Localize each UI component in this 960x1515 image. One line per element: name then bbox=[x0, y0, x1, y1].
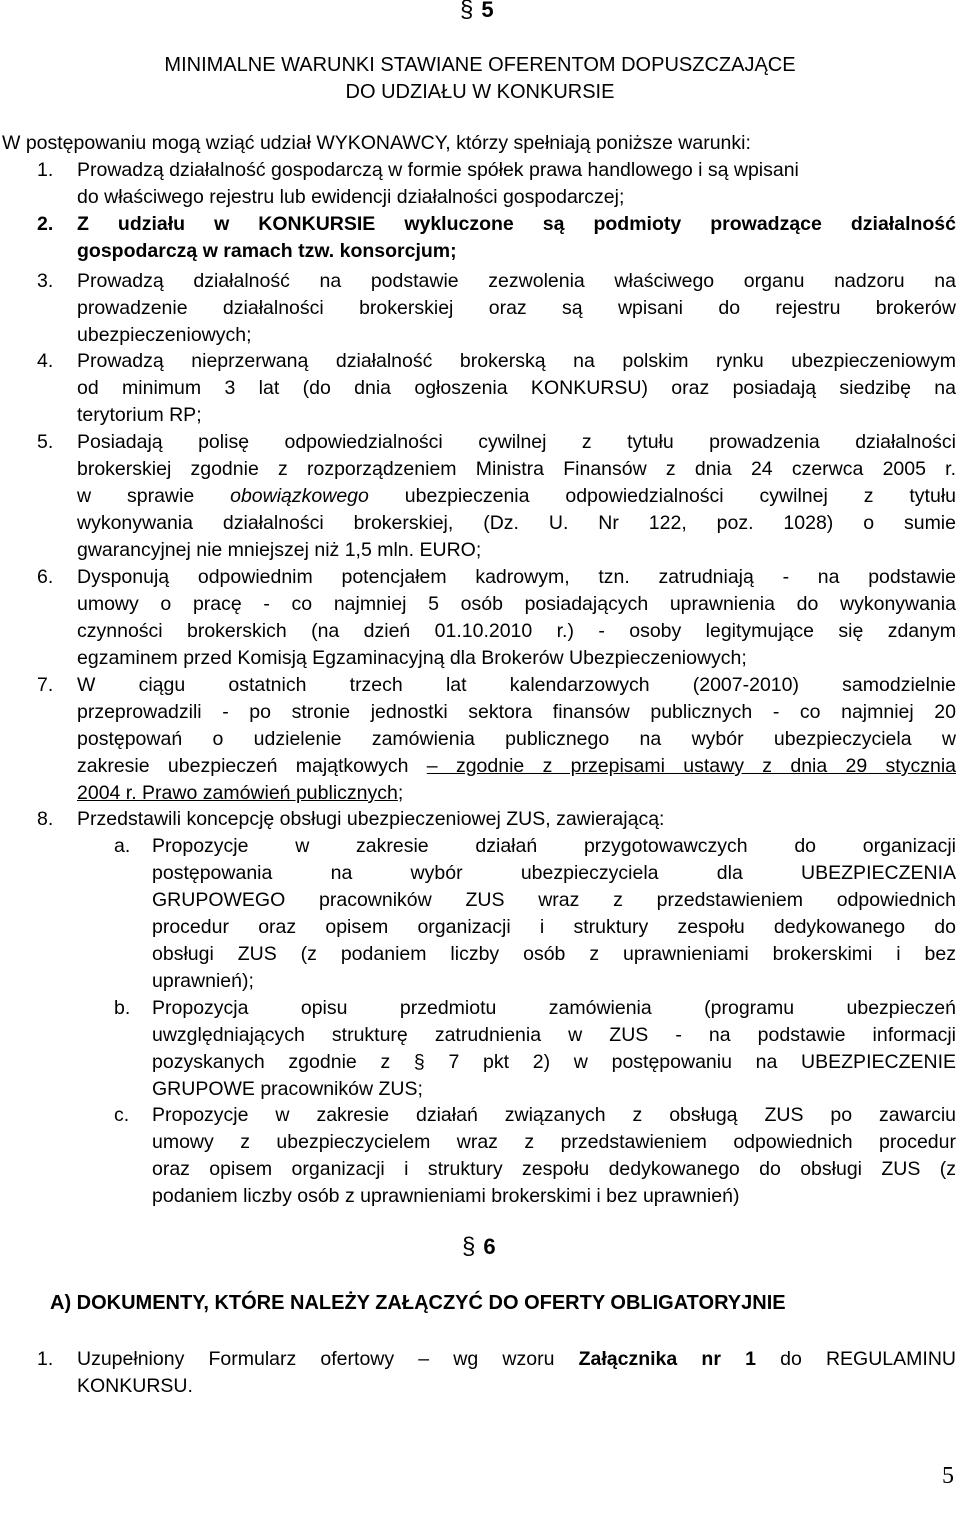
condition-6-text bbox=[77, 564, 956, 672]
text-line: W ciągu ostatnich trzech lat kalendarzowych (2007-2010) samodzielnie bbox=[77, 674, 956, 696]
text-line: od minimum 3 lat (do dnia ogłoszenia KONKURSU) oraz posiadają siedzibę na bbox=[77, 377, 956, 399]
title-line-2: DO UDZIAŁU W KONKURSIE bbox=[345, 81, 615, 103]
section-symbol: § bbox=[460, 0, 474, 23]
text-line: Propozycje w zakresie działań związanych z obsługą ZUS po zawarciu bbox=[152, 1104, 956, 1126]
text-line: terytorium RP; bbox=[77, 404, 202, 426]
condition-number: 6. bbox=[37, 566, 54, 588]
condition-number: 7. bbox=[37, 674, 54, 696]
condition-7-text bbox=[77, 672, 956, 807]
text-line: Przedstawili koncepcję obsługi ubezpieczeniowej ZUS, zawierającą: bbox=[77, 808, 665, 830]
text-span: w sprawie bbox=[77, 485, 231, 507]
text-line bbox=[77, 780, 956, 807]
intro-text: W postępowaniu mogą wziąć udział WYKONAWCY, którzy spełniają poniższe warunki: bbox=[2, 132, 751, 154]
text-line: wykonywania działalności brokerskiej, (Dz. U. Nr 122, poz. 1028) o sumie bbox=[77, 512, 956, 534]
text-line: pozyskanych zgodnie z § 7 pkt 2) w postępowaniu na UBEZPIECZENIE bbox=[152, 1051, 956, 1073]
text-line: procedur oraz opisem organizacji i struktury zespołu dedykowanego do bbox=[152, 916, 956, 938]
text-line: Z udziału w KONKURSIE wykluczone są podmioty prowadzące działalność bbox=[77, 213, 956, 235]
text-line: KONKURSU. bbox=[77, 1375, 193, 1397]
text-line: przeprowadzili - po stronie jednostki sektora finansów publicznych - co najmniej 20 bbox=[77, 701, 956, 723]
text-line: brokerskiej zgodnie z rozporządzeniem Ministra Finansów z dnia 24 czerwca 2005 r. bbox=[77, 458, 956, 480]
documents-heading: A) DOKUMENTY, KTÓRE NALEŻY ZAŁĄCZYĆ DO OFERTY OBLIGATORYJNIE bbox=[50, 1292, 786, 1314]
text-line: postępowania na wybór ubezpieczyciela dla UBEZPIECZENIA bbox=[152, 862, 956, 884]
section-number: 6 bbox=[483, 1234, 496, 1259]
text-line: uprawnień); bbox=[152, 970, 254, 992]
condition-number: 4. bbox=[37, 350, 54, 372]
text-line: egzaminem przed Komisją Egzaminacyjną dla Brokerów Ubezpieczeniowych; bbox=[77, 647, 747, 669]
underlined-span: 2004 r. Prawo zamówień publicznych bbox=[77, 782, 398, 804]
condition-number: 3. bbox=[37, 270, 54, 292]
underlined-span: – zgodnie z przepisami ustawy z dnia 29 stycznia bbox=[426, 755, 956, 777]
condition-1-text bbox=[77, 157, 956, 211]
text-line: czynności brokerskich (na dzień 01.10.2010 r.) - osoby legitymujące się zdanym bbox=[77, 620, 956, 642]
condition-4-text bbox=[77, 348, 956, 429]
bold-span: Załącznika nr 1 bbox=[578, 1348, 756, 1370]
condition-3-text bbox=[77, 268, 956, 349]
subitem-letter: a. bbox=[114, 835, 131, 857]
subitem-letter: c. bbox=[114, 1104, 130, 1126]
text-line: gospodarczą w ramach tzw. konsorcjum; bbox=[77, 240, 457, 262]
subitem-b-text bbox=[152, 995, 956, 1103]
text-span: Uzupełniony Formularz ofertowy – wg wzoru bbox=[77, 1348, 579, 1370]
text-line: Posiadają polisę odpowiedzialności cywilnej z tytułu prowadzenia działalności bbox=[77, 431, 956, 453]
condition-number: 8. bbox=[37, 808, 54, 830]
text-span: do REGULAMINU bbox=[755, 1348, 956, 1370]
section-title bbox=[0, 52, 960, 106]
text-line: Propozycje w zakresie działań przygotowawczych do organizacji bbox=[152, 835, 956, 857]
condition-number: 5. bbox=[37, 431, 54, 453]
document-1-text bbox=[77, 1346, 956, 1400]
title-line-1: MINIMALNE WARUNKI STAWIANE OFERENTOM DOPUSZCZAJĄCE bbox=[164, 54, 796, 76]
text-line: Prowadzą nieprzerwaną działalność brokerską na polskim rynku ubezpieczeniowym bbox=[77, 350, 956, 372]
page-number: 5 bbox=[942, 1463, 954, 1489]
condition-8-text bbox=[77, 806, 956, 833]
condition-number: 1. bbox=[37, 159, 54, 181]
text-line: obsługi ZUS (z podaniem liczby osób z uprawnieniami brokerskimi i bez bbox=[152, 943, 956, 965]
subitem-letter: b. bbox=[114, 997, 131, 1019]
text-line: ubezpieczeniowych; bbox=[77, 324, 252, 346]
text-line bbox=[77, 753, 956, 780]
document-number: 1. bbox=[37, 1348, 54, 1370]
section-symbol: § bbox=[462, 1233, 476, 1260]
subitem-a-text bbox=[152, 833, 956, 995]
text-line: GRUPOWEGO pracowników ZUS wraz z przedstawieniem odpowiednich bbox=[152, 889, 956, 911]
section-5-heading bbox=[460, 0, 494, 24]
section-6-heading bbox=[462, 1233, 496, 1261]
text-line: uwzględniających strukturę zatrudnienia w ZUS - na podstawie informacji bbox=[152, 1024, 956, 1046]
text-span: ; bbox=[397, 782, 404, 804]
text-line bbox=[77, 483, 956, 510]
text-line: gwarancyjnej nie mniejszej niż 1,5 mln. EURO; bbox=[77, 539, 482, 561]
text-line: umowy o pracę - co najmniej 5 osób posiadających uprawnienia do wykonywania bbox=[77, 593, 956, 615]
text-line: prowadzenie działalności brokerskiej oraz są wpisani do rejestru brokerów bbox=[77, 297, 956, 319]
italic-span: obowiązkowego bbox=[230, 485, 369, 507]
text-line: Prowadzą działalność gospodarczą w formie spółek prawa handlowego i są wpisani bbox=[77, 159, 799, 181]
condition-5-text bbox=[77, 429, 956, 564]
text-line: oraz opisem organizacji i struktury zespołu dedykowanego do obsługi ZUS (z bbox=[152, 1158, 956, 1180]
text-line: Prowadzą działalność na podstawie zezwolenia właściwego organu nadzoru na bbox=[77, 270, 956, 292]
text-line bbox=[77, 1346, 956, 1373]
text-span: ubezpieczenia odpowiedzialności cywilnej z tytułu bbox=[368, 485, 956, 507]
text-line: do właściwego rejestru lub ewidencji działalności gospodarczej; bbox=[77, 186, 625, 208]
text-line: Propozycja opisu przedmiotu zamówienia (programu ubezpieczeń bbox=[152, 997, 956, 1019]
subitem-c-text bbox=[152, 1102, 956, 1210]
text-line: podaniem liczby osób z uprawnieniami brokerskimi i bez uprawnień) bbox=[152, 1185, 740, 1207]
condition-number: 2. bbox=[37, 213, 54, 235]
section-number: 5 bbox=[481, 0, 494, 22]
text-line: postępowań o udzielenie zamówienia publicznego na wybór ubezpieczyciela w bbox=[77, 728, 956, 750]
text-line: umowy z ubezpieczycielem wraz z przedstawieniem odpowiednich procedur bbox=[152, 1131, 956, 1153]
condition-2-text bbox=[77, 211, 956, 265]
text-span: zakresie ubezpieczeń majątkowych bbox=[77, 755, 427, 777]
text-line: GRUPOWE pracowników ZUS; bbox=[152, 1078, 423, 1100]
text-line: Dysponują odpowiednim potencjałem kadrowym, tzn. zatrudniają - na podstawie bbox=[77, 566, 956, 588]
